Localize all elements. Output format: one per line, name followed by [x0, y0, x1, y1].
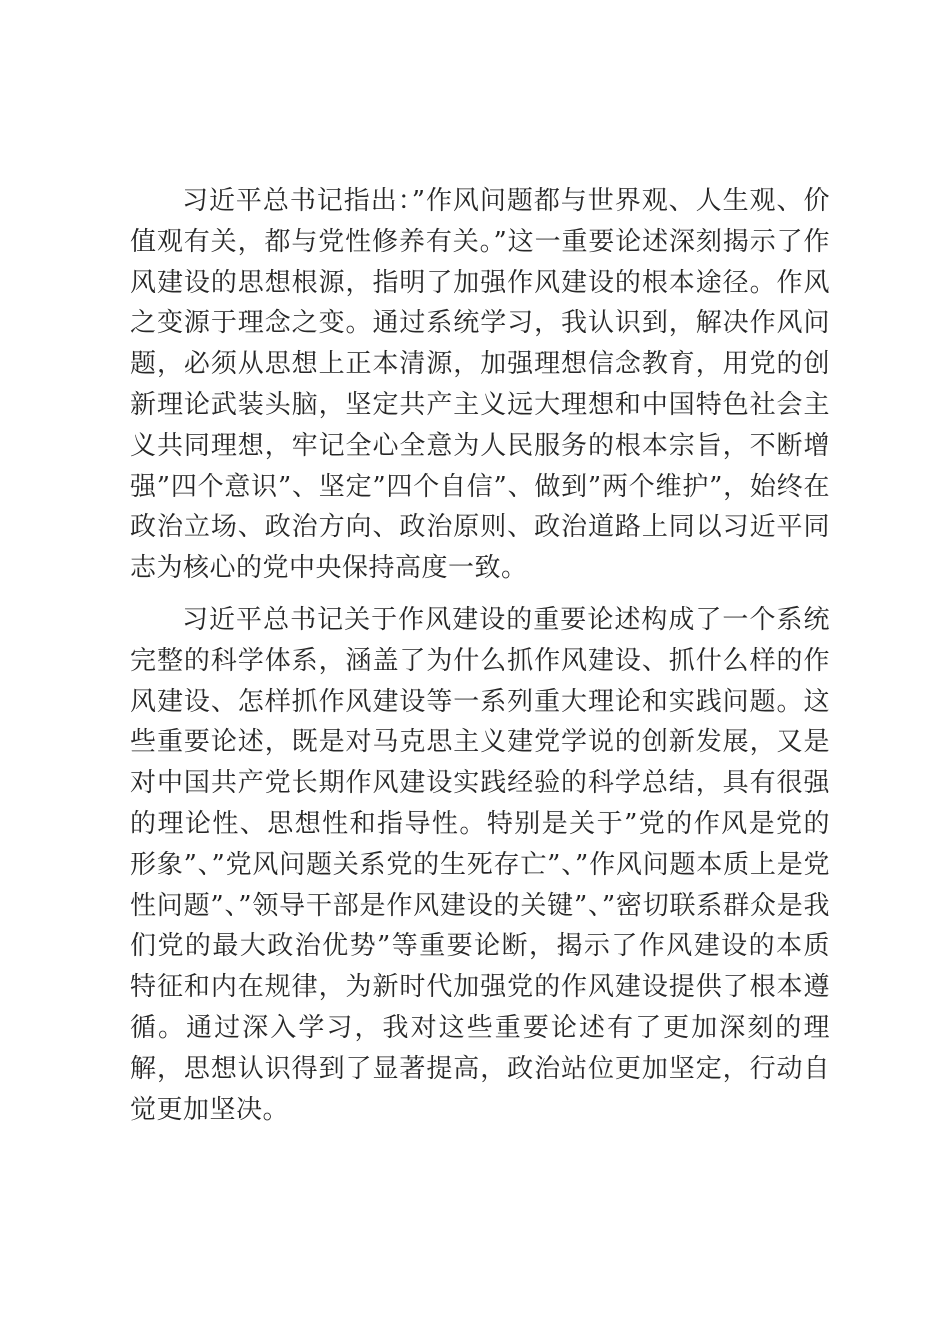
document-body	[130, 181, 830, 1130]
paragraph: 习近平总书记指出：”作风问题都与世界观、人生观、价值观有关，都与党性修养有关。”这一重要论述深刻揭示了作风建设的思想根源，指明了加强作风建设的根本途径。作风之变源于理念之变。通过系统学习，我认识到，解决作风问题，必须从思想上正本清源，加强理想信念教育，用党的创新理论武装头脑，坚定共产主义远大理想和中国特色社会主义共同理想，牢记全心全意为人民服务的根本宗旨，不断增强”四个意识”、坚定”四个自信”、做到”两个维护”，始终在政治立场、政治方向、政治原则、政治道路上同以习近平同志为核心的党中央保持高度一致。	[130, 186, 830, 584]
paragraph: 习近平总书记关于作风建设的重要论述构成了一个系统完整的科学体系，涵盖了为什么抓作风建设、抓什么样的作风建设、怎样抓作风建设等一系列重大理论和实践问题。这些重要论述，既是对马克思主义建党学说的创新发展，又是对中国共产党长期作风建设实践经验的科学总结，具有很强的理论性、思想性和指导性。特别是关于”党的作风是党的形象”、”党风问题关系党的生死存亡”、”作风问题本质上是党性问题”、”领导干部是作风建设的关键”、”密切联系群众是我们党的最大政治优势”等重要论断，揭示了作风建设的本质特征和内在规律，为新时代加强党的作风建设提供了根本遵循。通过深入学习，我对这些重要论述有了更加深刻的理解，思想认识得到了显著提高，政治站位更加坚定，行动自觉更加坚决。	[130, 604, 830, 1125]
